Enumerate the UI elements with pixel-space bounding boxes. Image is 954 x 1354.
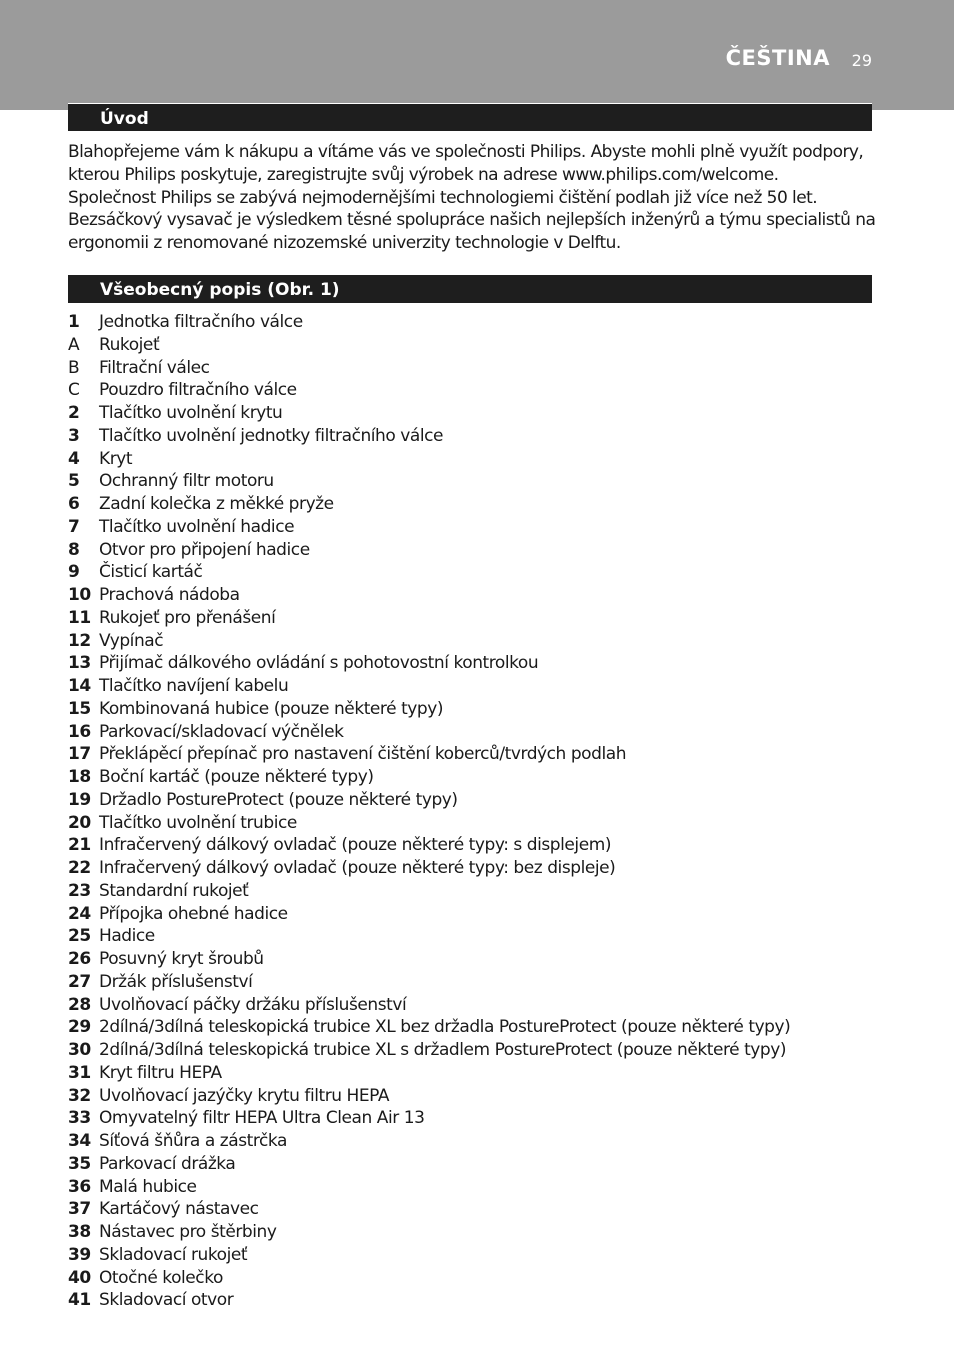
part-label: Prachová nádoba bbox=[99, 585, 240, 605]
list-item bbox=[68, 402, 888, 425]
part-label: Parkovací drážka bbox=[99, 1153, 236, 1174]
part-label: Infračervený dálkový ovladač (pouze některé typy: s displejem) bbox=[99, 835, 612, 856]
part-label: Pouzdro filtračního válce bbox=[99, 380, 297, 401]
list-item bbox=[68, 834, 888, 857]
part-label: Přípojka ohebné hadice bbox=[99, 903, 288, 924]
part-label: Kryt bbox=[99, 448, 133, 469]
part-label: Kombinovaná hubice (pouze některé typy) bbox=[99, 698, 444, 719]
list-item bbox=[68, 903, 888, 926]
part-label: Kartáčový nástavec bbox=[99, 1199, 259, 1220]
list-item bbox=[68, 630, 888, 653]
list-item bbox=[68, 493, 888, 516]
part-label: Uvolňovací jazýčky krytu filtru HEPA bbox=[99, 1085, 390, 1106]
part-number: 29 bbox=[68, 1017, 91, 1038]
part-number: 41 bbox=[68, 1290, 91, 1311]
part-number: 11 bbox=[68, 607, 91, 628]
part-label: 2dílná/3dílná teleskopická trubice XL s držadlem PostureProtect (pouze některé typy) bbox=[99, 1040, 787, 1060]
list-item bbox=[68, 812, 888, 835]
part-number: 14 bbox=[68, 676, 91, 696]
list-item bbox=[68, 516, 888, 539]
part-label: Tlačítko uvolnění krytu bbox=[99, 403, 283, 423]
part-label: Rukojeť bbox=[99, 334, 160, 355]
part-number: 32 bbox=[68, 1085, 91, 1106]
list-item bbox=[68, 357, 888, 380]
list-item bbox=[68, 698, 888, 721]
part-number: 5 bbox=[68, 471, 80, 492]
part-number: 16 bbox=[68, 721, 91, 742]
list-item bbox=[68, 948, 888, 971]
part-label: Hadice bbox=[99, 926, 155, 947]
list-item bbox=[68, 334, 888, 357]
parts-list bbox=[68, 311, 888, 1312]
part-number: 36 bbox=[68, 1176, 91, 1197]
list-item bbox=[68, 971, 888, 994]
list-item bbox=[68, 1176, 888, 1199]
part-number: 40 bbox=[68, 1267, 91, 1288]
list-item bbox=[68, 561, 888, 584]
list-item bbox=[68, 1267, 888, 1290]
section-heading-description: Všeobecný popis (Obr. 1) bbox=[68, 275, 872, 303]
part-number: 17 bbox=[68, 744, 91, 765]
part-number: 23 bbox=[68, 880, 91, 901]
part-label: Síťová šňůra a zástrčka bbox=[99, 1131, 287, 1151]
list-item bbox=[68, 1062, 888, 1085]
intro-paragraph: Blahopřejeme vám k nákupu a vítáme vás ve společnosti Philips. Abyste mohli plně využít podpory, kterou Philips poskytuje, zaregistrujte svůj výrobek na adrese www.philips.com/welcome. bbox=[68, 142, 864, 185]
list-item bbox=[68, 470, 888, 493]
part-label: Ochranný filtr motoru bbox=[99, 471, 274, 492]
list-item bbox=[68, 743, 888, 766]
part-number: 10 bbox=[68, 585, 91, 605]
intro-text bbox=[68, 141, 878, 255]
part-label: Posuvný kryt šroubů bbox=[99, 949, 264, 969]
intro-paragraph: Společnost Philips se zabývá nejmodernějšími technologiemi čištění podlah již více než 50 let. Bezsáčkový vysavač je výsledkem těsné spolupráce našich nejlepších inženýrů a týmu specialistů na ergonomii z renomované nizozemské univerzity technologie v Delftu. bbox=[68, 187, 876, 254]
part-number: 26 bbox=[68, 949, 91, 969]
list-item bbox=[68, 425, 888, 448]
part-label: Otvor pro připojení hadice bbox=[99, 539, 310, 560]
part-number: 22 bbox=[68, 858, 91, 878]
part-number: B bbox=[68, 357, 80, 378]
part-label: Rukojeť pro přenášení bbox=[99, 607, 276, 628]
part-number: 20 bbox=[68, 812, 91, 833]
list-item bbox=[68, 607, 888, 630]
part-label: Filtrační válec bbox=[99, 357, 210, 378]
part-number: A bbox=[68, 334, 80, 355]
part-number: 2 bbox=[68, 403, 80, 423]
list-item bbox=[68, 539, 888, 562]
part-label: 2dílná/3dílná teleskopická trubice XL bez držadla PostureProtect (pouze některé typy) bbox=[99, 1017, 791, 1038]
part-label: Tlačítko uvolnění trubice bbox=[99, 812, 297, 833]
list-item bbox=[68, 1107, 888, 1130]
list-item bbox=[68, 994, 888, 1017]
part-number: 30 bbox=[68, 1040, 91, 1060]
part-label: Parkovací/skladovací výčnělek bbox=[99, 721, 344, 742]
list-item bbox=[68, 1289, 888, 1312]
part-number: 33 bbox=[68, 1108, 91, 1129]
part-number: 37 bbox=[68, 1199, 91, 1220]
part-label: Uvolňovací páčky držáku příslušenství bbox=[99, 994, 407, 1015]
part-label: Přijímač dálkového ovládání s pohotovostní kontrolkou bbox=[99, 653, 539, 674]
part-number: 24 bbox=[68, 903, 91, 924]
part-number: 27 bbox=[68, 971, 91, 992]
part-label: Tlačítko navíjení kabelu bbox=[99, 676, 289, 696]
part-label: Skladovací rukojeť bbox=[99, 1244, 248, 1265]
part-number: 35 bbox=[68, 1153, 91, 1174]
list-item bbox=[68, 1244, 888, 1267]
part-number: 6 bbox=[68, 494, 80, 514]
part-label: Infračervený dálkový ovladač (pouze některé typy: bez displeje) bbox=[99, 858, 616, 878]
part-label: Omyvatelný filtr HEPA Ultra Clean Air 13 bbox=[99, 1108, 425, 1129]
list-item bbox=[68, 311, 888, 334]
part-label: Nástavec pro štěrbiny bbox=[99, 1222, 277, 1242]
section-heading-intro: Úvod bbox=[68, 103, 872, 131]
part-number: 12 bbox=[68, 630, 91, 651]
part-number: 25 bbox=[68, 926, 91, 947]
part-label: Držadlo PostureProtect (pouze některé typy) bbox=[99, 789, 458, 810]
list-item bbox=[68, 789, 888, 812]
part-label: Zadní kolečka z měkké pryže bbox=[99, 494, 334, 514]
list-item bbox=[68, 1039, 888, 1062]
part-label: Čisticí kartáč bbox=[99, 562, 203, 583]
part-number: C bbox=[68, 380, 80, 401]
part-number: 15 bbox=[68, 698, 91, 719]
part-number: 7 bbox=[68, 516, 80, 537]
part-label: Skladovací otvor bbox=[99, 1290, 234, 1311]
part-number: 39 bbox=[68, 1244, 91, 1265]
part-number: 8 bbox=[68, 539, 80, 560]
part-number: 19 bbox=[68, 789, 91, 810]
list-item bbox=[68, 652, 888, 675]
list-item bbox=[68, 675, 888, 698]
part-number: 31 bbox=[68, 1062, 91, 1083]
part-label: Tlačítko uvolnění jednotky filtračního válce bbox=[99, 425, 444, 446]
part-label: Držák příslušenství bbox=[99, 971, 253, 992]
part-number: 18 bbox=[68, 767, 91, 787]
part-label: Tlačítko uvolnění hadice bbox=[99, 516, 295, 537]
part-number: 34 bbox=[68, 1131, 91, 1151]
list-item bbox=[68, 1016, 888, 1039]
part-label: Otočné kolečko bbox=[99, 1267, 223, 1288]
list-item bbox=[68, 1085, 888, 1108]
part-label: Malá hubice bbox=[99, 1176, 197, 1197]
list-item bbox=[68, 1221, 888, 1244]
header-band bbox=[0, 0, 954, 110]
part-number: 3 bbox=[68, 425, 80, 446]
part-label: Boční kartáč (pouze některé typy) bbox=[99, 767, 374, 787]
part-label: Standardní rukojeť bbox=[99, 880, 249, 901]
list-item bbox=[68, 448, 888, 471]
part-number: 1 bbox=[68, 312, 80, 332]
part-number: 28 bbox=[68, 994, 91, 1015]
list-item bbox=[68, 880, 888, 903]
page-number: 29 bbox=[851, 51, 872, 70]
list-item bbox=[68, 925, 888, 948]
list-item bbox=[68, 721, 888, 744]
part-label: Vypínač bbox=[99, 630, 164, 651]
part-label: Překlápěcí přepínač pro nastavení čištění koberců/tvrdých podlah bbox=[99, 744, 627, 765]
part-number: 13 bbox=[68, 653, 91, 674]
list-item bbox=[68, 584, 888, 607]
part-number: 21 bbox=[68, 835, 91, 856]
part-label: Kryt filtru HEPA bbox=[99, 1062, 222, 1083]
language-label: ČEŠTINA bbox=[725, 46, 830, 70]
list-item bbox=[68, 766, 888, 789]
part-number: 4 bbox=[68, 448, 80, 469]
list-item bbox=[68, 379, 888, 402]
list-item bbox=[68, 1130, 888, 1153]
part-label: Jednotka filtračního válce bbox=[99, 312, 303, 332]
list-item bbox=[68, 857, 888, 880]
part-number: 38 bbox=[68, 1222, 91, 1242]
list-item bbox=[68, 1153, 888, 1176]
part-number: 9 bbox=[68, 562, 80, 583]
list-item bbox=[68, 1198, 888, 1221]
